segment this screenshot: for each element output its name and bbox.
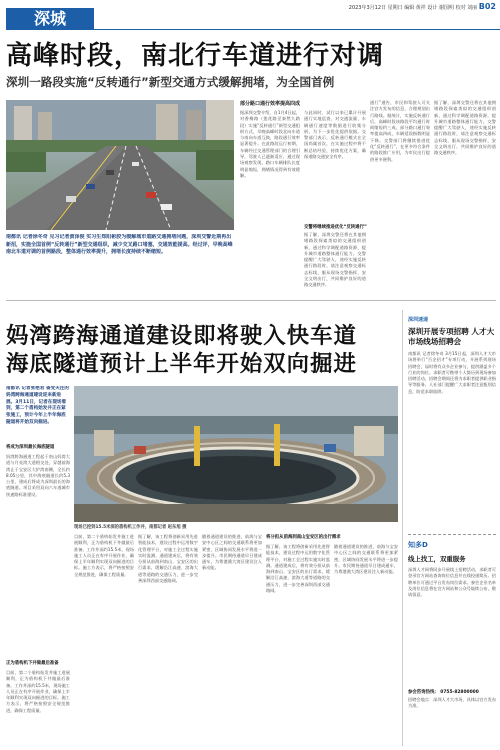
story2-section2-title: 正为盾构机下井做最后准备 [6,661,59,666]
story1-headline: 高峰时段，南北行车道进行对调 [6,41,385,71]
sidebar-title: 深圳开展专项招聘 人才大市场线场招聘会 [408,327,495,346]
know-box [408,540,496,727]
sidebar-separator [408,534,496,535]
story2-col3: 据了解，该工程将创新采用先进智能技术，建设过程中运用数字化管理平台，对施工全过程实施实时监测。通道建成后，将有效分担从前海到南山、宝安区的出行需求，缓解沿江高速、滨海大道等道路的交通压力，进一步完善深圳西部交通路网。 [138,534,198,584]
story2-col1: 妈湾跨海通道工程起于南山妈湾大道与月亮湾大道相交处，穿越前海湾止于宝安区大铲湾南侧，全长约8.05公里，其中海底隧道长约5.3公里，建成后将成为深圳最长的海底隧道。项目采用双向六车道城市快速路标准建设。 [6,454,70,497]
header-info [349,2,496,11]
story1-section1-title: 部分路口通行效率提高四成 [240,101,301,107]
story2-headline-line1: 妈湾跨海通道建设即将驶入快车道 [6,323,357,349]
section-divider [6,300,496,301]
know-title: 线上找工，双重服务 [408,555,466,563]
story1-section2-title: 交警将继续推进优化“反转通行” [304,225,367,230]
story1-col3: 通行”通告，市民和驾驶人可关注官方发布的信息，合理规划出行路线。据统计，实施反转通行后，高峰时段该路段平均通行时间缩短约三成，部分路口通行效率提高四成，车辆延误指数明显下降。交警部门将继续推进优化“反转通行”，在更多符合条件的路段推广应用，为市民出行提供更多便利。 [370,100,430,162]
contact-label: 参会咨询热线： [408,690,439,695]
sidebar-divider [402,310,403,746]
sidebar-body: 南都讯 记者徐冬奇 3月15日起，深圳人才大市场将举行“百企招才”专项行动，开展系列现场招聘会，届时将有众多企业参与，提供涵盖多个行业的岗位。求职者可携带个人简历到现场参加招聘活动，招聘会期间还将为求职者提供职业指导等服务。人社部门提醒广大求职者注意甄别信息，防范求职陷阱。 [408,351,496,394]
road-aerial-image [6,100,234,230]
story1-col1: 据深圳交警介绍，自1月4日起，对香梅路（莲花路至泰然九路段）实施“反转通行”新型交通组织方式，早晚高峰时段北向车道与南向车道互换，路段通行效率显著提升。在此路段运行初期，车辆经过交通管理部门的合理引导，驾驶人已逐渐适应。通过现场观察发现，路口车辆排队长度明显缩短，拥堵情况得到有效缓解。 [240,110,300,178]
story1-col4: 据了解，深圳交警还将在其他拥堵路段探索类似的交通组织创新，通过科学调配道路资源，提升城市道路整体通行能力。交警提醒广大驾驶人，途经实施反转通行路段时，请注意观察交通标志标线，服从现场交警指挥，安全文明出行，共同维护良好的道路交通秩序。 [434,100,496,156]
know-note: 招聘会地点：深圳人才大市场，具体以官方发布为准。 [408,697,496,709]
story2-section1-title: 将成为深圳最长海底隧道 [6,445,55,450]
story1-subtitle: 深圳一路段实施“反转通行”新型交通方式缓解拥堵，为全国首例 [6,75,335,89]
story2-lead: 南都讯 记者张艳君 备受关注的妈湾跨海通道建设迎来新进展。3月11日，记者在现场看到，第二个盾构始发井正在紧张施工，预计今年上半年海底隧道将开始双向掘进。 [6,386,69,425]
story2-photo-caption: 现场已挖到15.5米深的盾构机工作井，南都记者 赵东旭 摄 [74,525,187,530]
know-body: 深圳人才网将同步开展线上招聘活动，求职者可登录官方网站查询岗位信息并在线投递简历。招聘单位可通过平台发布岗位需求。参会企业名单及岗位信息将在官方网站和公众号陆续公布，敬请留意。 [408,567,496,598]
story1-col2b: 据了解，深圳交警还将在其他拥堵路段探索类似的交通组织创新，通过科学调配道路资源，提升城市道路整体通行能力。交警提醒广大驾驶人，途经实施反转通行路段时，请注意观察交通标志标线，服从现场交警指挥，安全文明出行，共同维护良好的道路交通秩序。 [304,232,366,288]
sidebar-label: 深圳速递 [408,317,429,323]
know-label: 知多D [408,541,428,549]
story1-lead: 南都讯 记者徐冬奇 见习记者黄泽俊 实习生郑阳彬胶为缓解城市道路交通拥堵问题，深圳交警近期再出新招，实施全国首例“反转通行”新型交通组织，减少交叉路口堵塞，交通效能提高。经过评，早晚高峰南北车道对调的首例路段，整体通行效率提升，拥堵长度持续不断缩短。 [6,234,233,256]
header-meta: 2023年3月12日 星期日 编辑 黄祥 设计 谢国明 校对 刘丽 [348,5,478,11]
story2-headline-line2: 海底隧道预计上半年开始双向掘进 [6,351,357,377]
header-rule [94,29,500,30]
story2-section4-title: 将分担从前海到南山宝安区的出行需求 [266,535,341,540]
story2-photo [74,386,398,522]
page-number: B02 [478,2,496,11]
section-tag: 深城 [6,8,94,30]
contact-value: 0755-82800000 [440,690,479,695]
story2-col2: 目前，第二个盾构始发井施工进展顺利，正为盾构机下井做最后准备。工作井深约15.5米，现场施工人员正在有序开展作业，确保上半年顺利实现双向掘进的目标。施工方表示，将严格按照安全规范推进，确保工程质量。 [74,534,134,577]
story2-col1b: 目前，第二个盾构始发井施工进展顺利，正为盾构机下井做最后准备。工作井深约15.5米，现场施工人员正在有序开展作业，确保上半年顺利实现双向掘进的目标。施工方表示，将严格按照安全规范推进，确保工程质量。 [6,670,70,713]
story2-col6: 随着通道建设的推进，前海与宝安中心区之间的交通联系将更加紧密，区域协同发展水平将进一步提升。市民期待通道早日建成通车，为粤港澳大湾区建设注入新动能。 [334,544,398,575]
sidebar-box [408,316,496,529]
construction-site-image [74,386,398,522]
story1-photo [6,100,234,230]
story1-col2: 与此同时，试行以来已累计开展通行实地巡查，对交通流量、车辆通行速度等数据进行收集分析，为下一步优化提供依据。交警部门表示，反转通行模式在全国尚属首次，在实施过程中将不断总结经验，持续优化方案，确保道路交通安全有序。 [304,110,366,160]
story2-col5: 据了解，该工程将创新采用先进智能技术，建设过程中运用数字化管理平台，对施工全过程实施实时监测。通道建成后，将有效分担从前海到南山、宝安区的出行需求，缓解沿江高速、滨海大道等道路的交通压力，进一步完善深圳西部交通路网。 [266,544,330,594]
story2-col4: 随着通道建设的推进，前海与宝安中心区之间的交通联系将更加紧密，区域协同发展水平将进一步提升。市民期待通道早日建成通车，为粤港澳大湾区建设注入新动能。 [202,534,262,571]
